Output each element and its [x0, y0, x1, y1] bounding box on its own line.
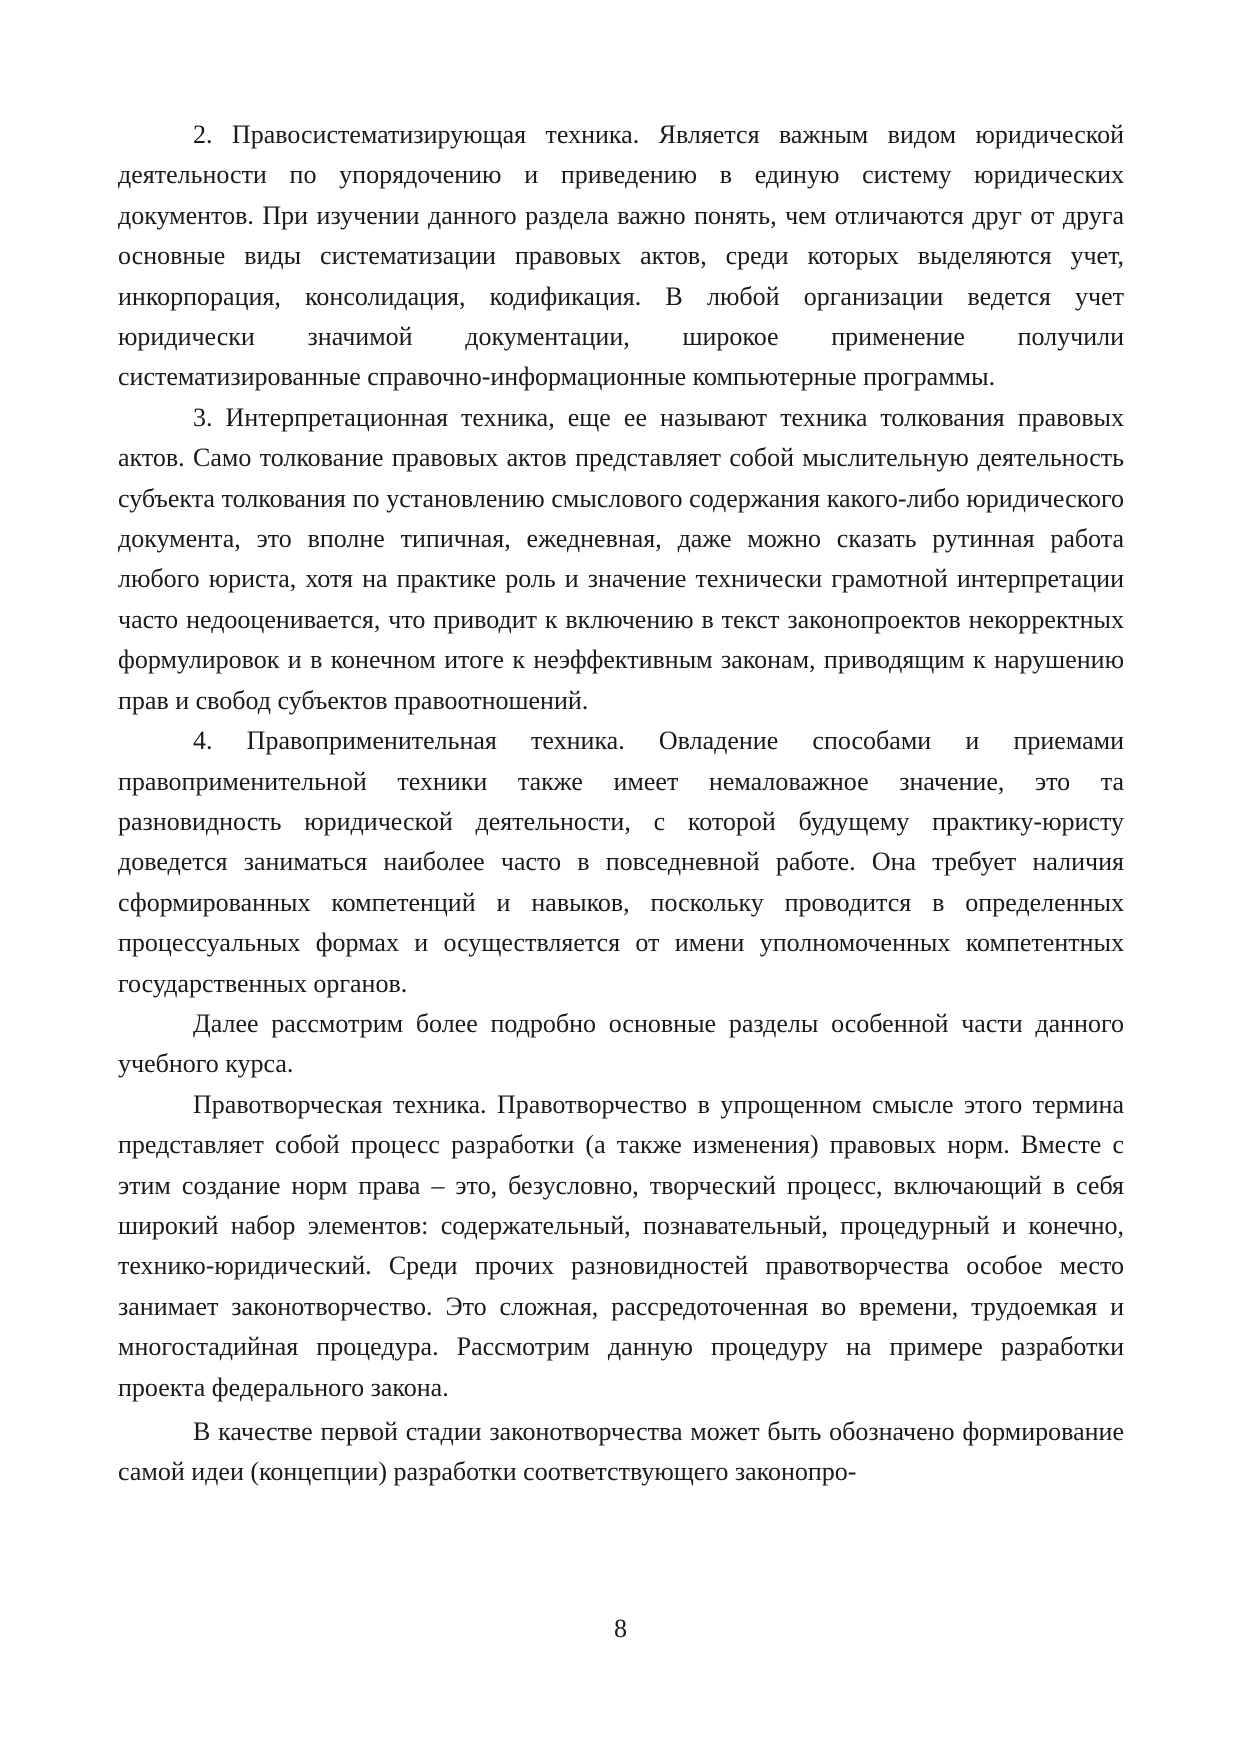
paragraph-lawmaking-technique: Правотворческая техника. Правотворчество в упрощенном смысле этого термина представляет собой процесс разработки (а также изменения) правовых норм. Вместе с этим создание норм права – это, безусловно, творческий процесс, включающий в себя широкий набор элементов: содержательный, познавательный, процедурный и конечно, технико-юридический. Среди прочих разновидностей правотворчества особое место занимает законотворчество. Это сложная, рассредоточенная во времени, трудоемкая и многостадийная процедура. Рассмотрим данную процедуру на примере разработки проекта федерального закона.	[118, 1089, 1124, 1402]
paragraph-interpretation-technique: 3. Интерпретационная техника, еще ее называют техника толкования правовых актов. Само толкование правовых актов представляет собой мыслительную деятельность субъекта толкования по установлению смыслового содержания какого-либо юридического документа, это вполне типичная, ежедневная, даже можно сказать рутинная работа любого юриста, хотя на практике роль и значение технически грамотной интерпретации часто недооценивается, что приводит к включению в текст законопроектов некорректных формулировок и в конечном итоге к неэффективным законам, приводящим к нарушению прав и свобод субъектов правоотношений.	[118, 402, 1124, 715]
paragraph-systematization-technique: 2. Правосистематизирующая техника. Является важным видом юридической деятельности по упорядочению и приведению в единую систему юридических документов. При изучении данного раздела важно понять, чем отличаются друг от друга основные виды систематизации правовых актов, среди которых выделяются учет, инкорпорация, консолидация, кодификация. В любой организации ведется учет юридически значимой документации, широкое применение получили систематизированные справочно-информационные компьютерные программы.	[118, 120, 1124, 392]
body-text	[118, 115, 1124, 1493]
paragraph-transition: Далее рассмотрим более подробно основные разделы особенной части данного учебного курса.	[118, 1008, 1124, 1079]
page-number: 8	[614, 1614, 627, 1643]
paragraph-first-stage: В качестве первой стадии законотворчества может быть обозначено формирование самой идеи (концепции) разработки соответствующего законопро-	[118, 1417, 1124, 1487]
paragraph-law-enforcement-technique: 4. Правоприменительная техника. Овладение способами и приемами правоприменительной техники также имеет немаловажное значение, это та разновидность юридической деятельности, с которой будущему практику-юристу доведется заниматься наиболее часто в повседневной работе. Она требует наличия сформированных компетенций и навыков, поскольку проводится в определенных процессуальных формах и осуществляется от имени уполномоченных компетентных государственных органов.	[118, 726, 1124, 998]
